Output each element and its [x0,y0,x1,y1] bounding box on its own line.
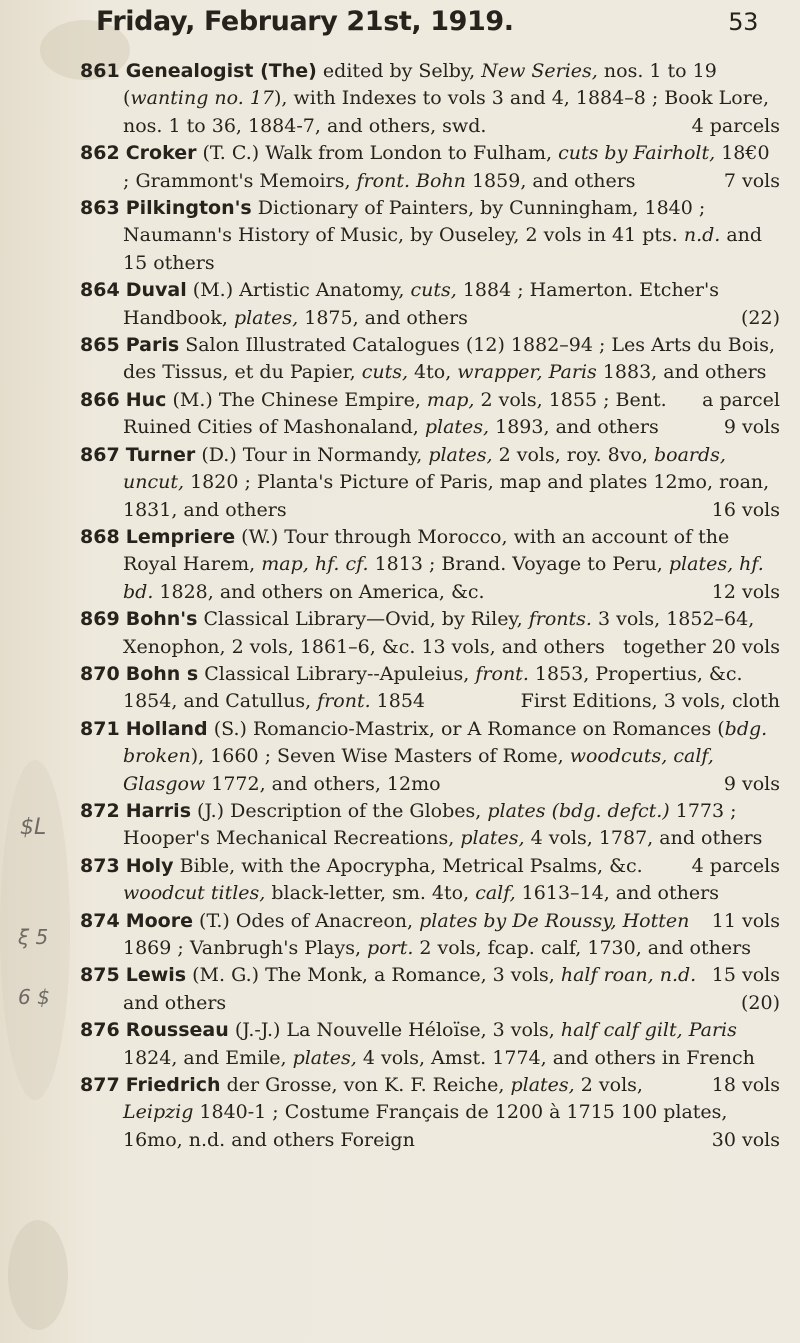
lot-text: 4to, [408,361,458,384]
lot-entry [80,277,780,332]
lot-text: 1869 ; Vanbrugh's Plays, [123,937,368,959]
lot-text: 1824, and Emile, [123,1046,293,1069]
lot-quantity: 12 vols [711,580,780,603]
lot-heading: Lewis [125,964,187,987]
lot-heading: Bohn s [125,662,199,685]
lot-entry [80,58,780,140]
lot-description: front. Bohn [356,169,466,192]
lot-entry [80,140,780,195]
lot-heading: Rousseau [125,1019,229,1042]
lot-heading: Bohn's [125,608,198,631]
lot-description: plates, [424,416,490,439]
lot-quantity: 15 vols [711,964,780,987]
lot-text: and others [123,991,227,1014]
lot-heading: Holy [125,854,174,877]
lot-description: half calf gilt, Paris [560,1019,737,1042]
lot-description: cuts, [410,279,457,302]
lot-description: plates, [510,1074,575,1097]
lot-entry [80,195,780,277]
lot-text: Classical Library--Apuleius, [198,662,476,685]
lot-description: front. [475,662,529,685]
lot-text: 2 vols, fcap. calf, 1730, and others [413,937,751,959]
lot-description: plates by De Roussy, Hotten [419,909,690,932]
lot-entry [80,716,780,798]
lot-number: 870 [80,662,120,685]
lot-heading: Croker [125,142,197,165]
lot-text: 3 vols, 1852–64, Xenophon, 2 vols, 1861–6, &c. 13 vols, and others [123,608,755,658]
lot-description: plates, [292,1046,357,1069]
lot-text: (W.) Tour through Morocco, with an account of the Royal Harem, [123,525,730,576]
lot-entry [80,387,780,442]
lot-text: (J.) Description of the Globes, [191,799,488,822]
lot-description: plates, hf. bd. [123,553,764,603]
lot-text: (T.) Odes of Anacreon, [193,909,420,932]
lot-description: woodcut titles, [123,882,266,905]
lot-quantity: 9 vols [723,772,780,795]
lot-text: 1854 [370,690,426,713]
lot-text: (T. C.) Walk from London to Fulham, [196,142,559,165]
pencil-annotation: 6 $ [18,985,50,1009]
lot-quantity: 30 vols [711,1128,780,1151]
lot-description: woodcuts, calf, Glasgow [123,745,714,795]
lot-text: 4 vols, Amst. 1774, and others in French [356,1046,755,1069]
lot-number: 871 [80,717,120,740]
pencil-annotation: $L [20,815,47,840]
lot-description: New Series, [481,60,598,82]
lot-heading: Genealogist (The) [125,60,317,82]
lot-text: Dictionary of Painters, by Cunningham, 1840 ; Naumann's History of Music, by Ouseley, 2 vols in 41 pts. [123,197,706,247]
lot-number: 875 [80,964,120,987]
lot-description: n.d. [683,224,721,247]
lot-text: Classical Library—Ovid, by Riley, [197,608,529,631]
lot-number: 862 [80,142,120,165]
lot-heading: Duval [125,279,187,302]
lot-entry [80,524,780,606]
lot-text: ), 1660 ; Seven Wise Masters of Rome, [190,745,570,768]
lot-text: 1884 ; Hamerton. Etcher's Handbook, [123,279,719,329]
lot-description: plates, [233,306,299,329]
lot-text: black-letter, sm. 4to, [265,882,476,905]
lot-text: 1875, and others [298,306,468,329]
lot-heading: Lempriere [125,525,236,548]
lot-description: front. [317,690,371,713]
lot-number: 861 [80,60,120,82]
lot-description: wanting no. 17 [130,87,274,110]
lot-number: 868 [80,525,120,548]
lot-number: 869 [80,608,120,631]
lot-number: 876 [80,1019,120,1042]
lot-entry [80,1072,780,1154]
lot-quantity: 4 parcels [691,114,780,137]
lot-description: Leipzig [123,1101,194,1124]
lot-text: 1828, and others on America, &c. [153,580,485,603]
lot-description: wrapper, Paris [457,361,597,384]
lot-text: 18€0 ; Grammont's Memoirs, [123,142,770,192]
lot-text: 1820 ; Planta's Picture of Paris, map and plates 12mo, roan, 1831, and others [123,471,770,521]
lot-text: der Grosse, von K. F. Reiche, [220,1074,511,1097]
lot-quantity: (22) [740,306,780,329]
lot-number: 865 [80,334,120,357]
lot-number: 872 [80,799,120,822]
lot-text: 1883, and others [596,361,767,384]
sale-date: Friday, February 21st, 1919. [96,6,514,37]
lot-description: boards, uncut, [123,443,726,494]
lot-quantity: First Editions, 3 vols, cloth [520,690,780,713]
lot-description: map, [426,388,475,411]
lot-text: 1813 ; Brand. Voyage to Peru, [368,553,669,576]
lot-text: (J.-J.) La Nouvelle Héloïse, 3 vols, [228,1019,561,1042]
lot-text: 1853, Propertius, &c. 1854, and Catullus, [123,662,743,713]
lot-number: 877 [80,1074,120,1097]
pencil-annotation: ξ 5 [18,925,49,949]
lot-text: 1893, and others [489,416,659,439]
page-header [96,6,758,37]
lot-quantity: together 20 vols [623,635,780,658]
lot-text: 1613–14, and others [515,882,719,905]
lot-text: 1772, and others, 12mo [205,772,441,795]
lot-text: and 15 others [123,224,763,274]
lot-text: 1859, and others [465,169,636,192]
lot-heading: Huc [125,388,167,411]
lot-quantity: 16 vols [711,498,780,521]
lot-text: 1773 ; Hooper's Mechanical Recreations, [123,799,737,850]
lot-text: 2 vols, roy. 8vo, [492,443,654,466]
lot-description: bdg. broken [123,717,768,768]
lot-heading: Harris [125,799,192,822]
lot-number: 873 [80,854,120,877]
lot-quantity: 11 vols [711,909,780,932]
lot-heading: Moore [125,909,193,932]
paper-stain [8,1220,68,1330]
page-number: 53 [728,8,758,36]
lot-quantity: (20) [740,991,780,1014]
lot-number: 874 [80,909,120,932]
lot-description: port. [367,937,414,959]
lot-description: cuts, [361,361,408,384]
lot-entry [80,442,780,524]
lot-text: 2 vols, 1855 ; Bent. Ruined Cities of Mashonaland, [123,388,667,439]
lot-text: (S.) Romancio-Mastrix, or A Romance on Romances ( [207,717,725,740]
lot-entry [80,606,780,661]
lot-heading: Turner [125,443,196,466]
lot-text: 2 vols, [574,1074,643,1097]
lot-number: 866 [80,388,120,411]
lot-text: (M.) The Chinese Empire, [166,388,427,411]
lot-quantity: a parcel [702,388,780,411]
lot-description: fronts. [528,608,592,631]
lot-description: cuts by Fairholt, [558,142,716,165]
lot-quantity: 7 vols [723,169,780,192]
lot-heading: Pilkington's [125,197,252,220]
lot-number: 864 [80,279,120,302]
lot-quantity: 9 vols [723,416,780,439]
lot-description: calf, [475,882,516,905]
lot-description: plates, [460,827,525,850]
lot-number: 867 [80,443,120,466]
lot-description: half roan, n.d. [560,964,697,987]
lot-text: nos. 1 to 19 ( [123,60,717,110]
lot-text: (D.) Tour in Normandy, [195,443,429,466]
lot-text: ), with Indexes to vols 3 and 4, 1884–8 ; Book Lore, nos. 1 to 36, 1884-7, and others, swd. [123,87,770,137]
lot-text: edited by Selby, [316,60,482,82]
lot-list [80,58,780,1154]
lot-heading: Paris [125,334,180,357]
lot-number: 863 [80,197,120,220]
lot-entry [80,661,780,716]
lot-description: plates (bdg. defct.) [487,799,670,822]
lot-quantity: 18 vols [711,1074,780,1097]
lot-text: 1840-1 ; Costume Français de 1200 à 1715 100 plates, 16mo, n.d. and others Foreign [123,1101,728,1151]
lot-text: (M.) Artistic Anatomy, [186,279,411,302]
lot-description: map, hf. cf. [261,553,369,576]
lot-entry [80,962,780,1017]
lot-text: 4 vols, 1787, and others [524,827,763,850]
lot-text: Salon Illustrated Catalogues (12) 1882–94 ; Les Arts du Bois, des Tissus, et du Papier, [123,334,776,384]
lot-heading: Friedrich [125,1074,221,1097]
lot-text: Bible, with the Apocrypha, Metrical Psalms, &c. [173,854,643,877]
lot-quantity: 4 parcels [691,854,780,877]
lot-heading: Holland [125,717,208,740]
lot-text: (M. G.) The Monk, a Romance, 3 vols, [186,964,561,987]
lot-description: plates, [428,443,493,466]
